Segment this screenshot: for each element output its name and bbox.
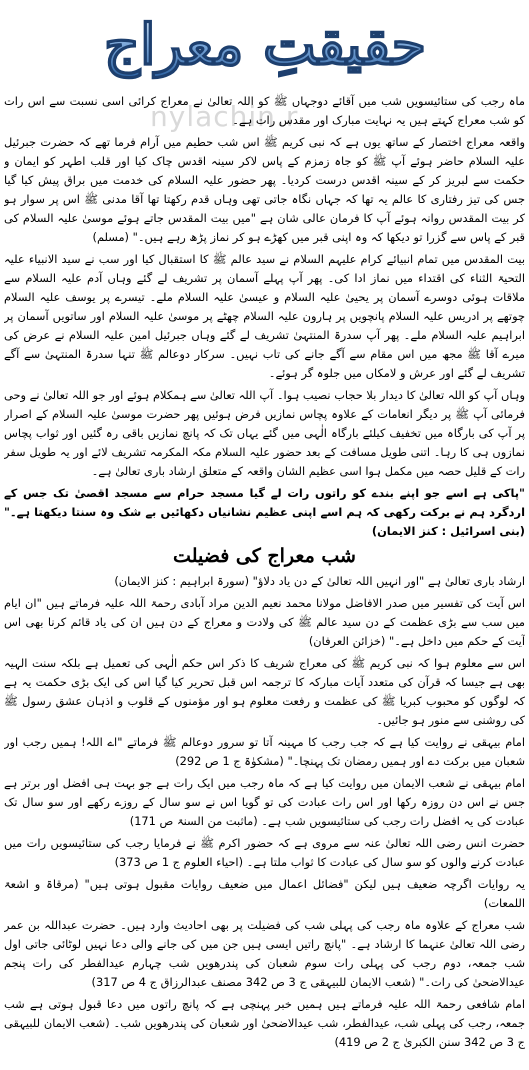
paragraph: امام بیہقی نے روایت کیا ہے کہ جب رجب کا مہینہ آتا تو سرور دوعالم ﷺ فرماتے "اے اللہ! ہمیں رجب اور شعبان میں برکت دے اور ہمیں رمضان تک پہنچا۔" (مشکوٰۃ ج 1 ص 292) — [4, 735, 525, 768]
title-banner — [0, 0, 529, 88]
paragraph: وہاں آپ کو اللہ تعالیٰ کا دیدار بلا حجاب نصیب ہوا۔ آپ اللہ تعالیٰ سے ہمکلام ہوئے اور جو اللہ تعالیٰ نے وحی فرمائی آپ ﷺ پر دیگر انعامات کے علاوہ پچاس نمازیں فرض ہوئیں پھر حضرت موسیٰ علیہ السلام کے اصرار پر آپ کی بارگاہ میں تخفیف کیلئے بارگاہ الٰہی میں گئے یہاں تک کہ پانچ نمازیں باقی رہ گئیں اور ثواب پچاس نمازوں ہی کا رہا۔ اتنی طویل مسافت کے بعد حضور علیہ السلام مکہ المکرمہ تشریف لائے اور یہ طویل سفر رات کے قلیل حصہ میں مکمل ہوا اسی عظیم الشان واقعہ کے متعلق ارشاد باری تعالیٰ ہے۔ — [4, 388, 525, 478]
paragraph: اس سے معلوم ہوا کہ نبی کریم ﷺ کی معراج شریف کا ذکر اس حکم الٰہی کی تعمیل ہے بلکہ سنت الہیہ بھی ہے جیسا کہ قرآن کی متعدد آیات مبارکہ کا ترجمہ اس قبل تحریر کیا گیا اس کی ایک بڑی حکمت یہ ہے کہ لوگوں کو محبوب کبریا ﷺ کی عظمت و رفعت معلوم ہو اور مؤمنوں کے قلوب و اذہان عشق رسول ﷺ کی روشنی سے منور ہو جائیں۔ — [4, 656, 525, 727]
quran-quote: "پاکی ہے اسے جو اپنے بندے کو راتوں رات لے گیا مسجد حرام سے مسجد اقصیٰ تک جس کے اردگرد ہم نے برکت رکھی کہ ہم اسے اپنی عظیم نشانیاں دکھائیں بے شک وہ سنتا دیکھتا ہے۔" (بنی اسرائیل : کنز الایمان) — [4, 486, 525, 538]
paragraph: حضرت انس رضی اللہ تعالیٰ عنہ سے مروی ہے کہ حضور اکرم ﷺ نے فرمایا رجب کی ستائیسویں رات میں عبادت کرنے والوں کو سو سال کی عبادت کا ثواب ملتا ہے۔ (احیاء العلوم ج 1 ص 373) — [4, 836, 525, 869]
paragraph: امام بیہقی نے شعب الایمان میں روایت کیا ہے کہ ماہ رجب میں ایک رات ہے جو بہت ہی افضل اور برتر ہے جس نے اس دن روزہ رکھا اور اس رات عبادت کی تو گویا اس نے سو سال کے روزے رکھے اور سو سال تک عبادت کی یہ افضل رات رجب کی ستائیسویں شب ہے۔ (ماثبت من السنۃ ص 171) — [4, 776, 525, 828]
paragraph: اس آیت کی تفسیر میں صدر الافاضل مولانا محمد نعیم الدین مراد آبادی رحمۃ اللہ علیہ فرماتے ہیں "ان ایام میں سب سے بڑی عظمت کے دن سید عالم ﷺ کی ولادت و معراج کے دن ہیں ان کی یاد قائم کرنا بھی اس آیت کے حکم میں داخل ہے۔" (خزائن العرفان) — [4, 596, 525, 648]
paragraph: واقعہ معراج اختصار کے ساتھ یوں ہے کہ نبی کریم ﷺ اس شب حطیم میں آرام فرما تھے کہ حضرت جبرئیل علیہ السلام حاضر ہوئے آپ ﷺ کو جاہ زمزم کے پاس لاکر سینہ اقدس چاک کیا اور قلب اطہر کو ایمان و حکمت سے لبریز کر کے سینہ اقدس درست کردیا۔ پھر حضور علیہ السلام کی خدمت میں براق پیش کیا گیا جس کی تیز رفتاری کا عالم یہ تھا کہ جہاں نگاہ جاتی تھی وہاں قدم رکھتا تھا آقا مدنی ﷺ اس پر سوار ہو کر بیت المقدس روانہ ہوئے آپ کا فرمان عالی شان ہے "میں بیت المقدس جاتے ہوئے موسیٰ علیہ السلام کی قبر کے پاس سے گزرا تو دیکھا کہ وہ اپنی قبر میں کھڑے ہو کر نماز پڑھ رہے ہیں۔" (مسلم) — [4, 135, 525, 244]
paragraph: ارشاد باری تعالیٰ ہے "اور انہیں اللہ تعالیٰ کے دن یاد دلاؤ" (سورۃ ابراہیم : کنز الایمان) — [114, 574, 525, 588]
site-watermark: nylachin.r — [150, 100, 299, 133]
title-calligraphy-image — [55, 4, 475, 84]
article-body — [4, 92, 525, 1066]
paragraph: شب معراج کے علاوہ ماہ رجب کی پہلی شب کی فضیلت پر بھی احادیث وارد ہیں۔ حضرت عبداللہ بن عمر رضی اللہ تعالیٰ عنہما کا ارشاد ہے۔ "پانچ راتیں ایسی ہیں جن میں کی جانے والی دعا نہیں لوٹائی جاتی اول شب جمعہ، دوم رجب کی پہلی رات سوم شعبان کی پندرھویں شب چہارم عیدالفطر کی رات پنجم عیدالاضحیٰ کی رات۔" (شعب الایمان للبیہقی ج 3 ص 342 مصنف عبدالرزاق ج 4 ص 317) — [4, 918, 525, 989]
banner-title: حقیقتِ معراج — [103, 12, 426, 78]
paragraph: ماہ رجب کی ستائیسویں شب میں آقائے دوجہاں ﷺ کو اللہ تعالیٰ نے معراج کرائی اسی نسبت سے اس رات کو شب معراج کہتے ہیں یہ نہایت مبارک اور مقدس رات ہے۔ — [4, 94, 525, 127]
paragraph: یہ روایات اگرچہ ضعیف ہیں لیکن "فضائل اعمال میں ضعیف روایات مقبول ہوتی ہیں" (مرقاۃ و اشعۃ اللمعات) — [4, 877, 525, 910]
paragraph: امام شافعی رحمۃ اللہ علیہ فرماتے ہیں ہمیں خبر پہنچی ہے کہ پانچ راتوں میں دعا قبول ہوتی ہے شب جمعہ، رجب کی پہلی شب، عیدالفطر، شب عیدالاضحیٰ اور شعبان کی پندرھویں شب۔ (شعب الایمان للبیہقی ج 3 ص 342 سنن الکبریٰ ج 2 ص 419) — [4, 997, 525, 1049]
paragraph: بیت المقدس میں تمام انبیائے کرام علیہم السلام نے سید عالم ﷺ کا استقبال کیا اور سب نے سید الانبیاء علیہ التحیۃ الثناء کی اقتداء میں نماز ادا کی۔ پھر آپ پہلے آسمان پر تشریف لے گئے وہاں آدم علیہ السلام سے ملاقات ہوئی دوسرے آسمان پر یحییٰ علیہ السلام و عیسیٰ علیہ السلام ملے۔ تیسرے پر یوسف علیہ السلام چوتھے پر ادریس علیہ السلام پانچویں پر ہارون علیہ السلام چھٹے پر موسیٰ علیہ السلام اور ساتویں آسمان پر ابراہیم علیہ السلام ملے۔ پھر آپ سدرۃ المنتہیٰ تشریف لے گئے وہاں جبرئیل امین علیہ السلام نے عرض کی میرے آقا ﷺ مجھ میں اس مقام سے آگے جانے کی تاب نہیں۔ سرکار دوعالم ﷺ تنہا سدرۃ المنتہیٰ سے آگے تشریف لے گئے اور عرش و لامکاں میں جلوہ گر ہوئے۔ — [4, 252, 525, 380]
section-heading: شب معراج کی فضیلت — [173, 545, 356, 567]
